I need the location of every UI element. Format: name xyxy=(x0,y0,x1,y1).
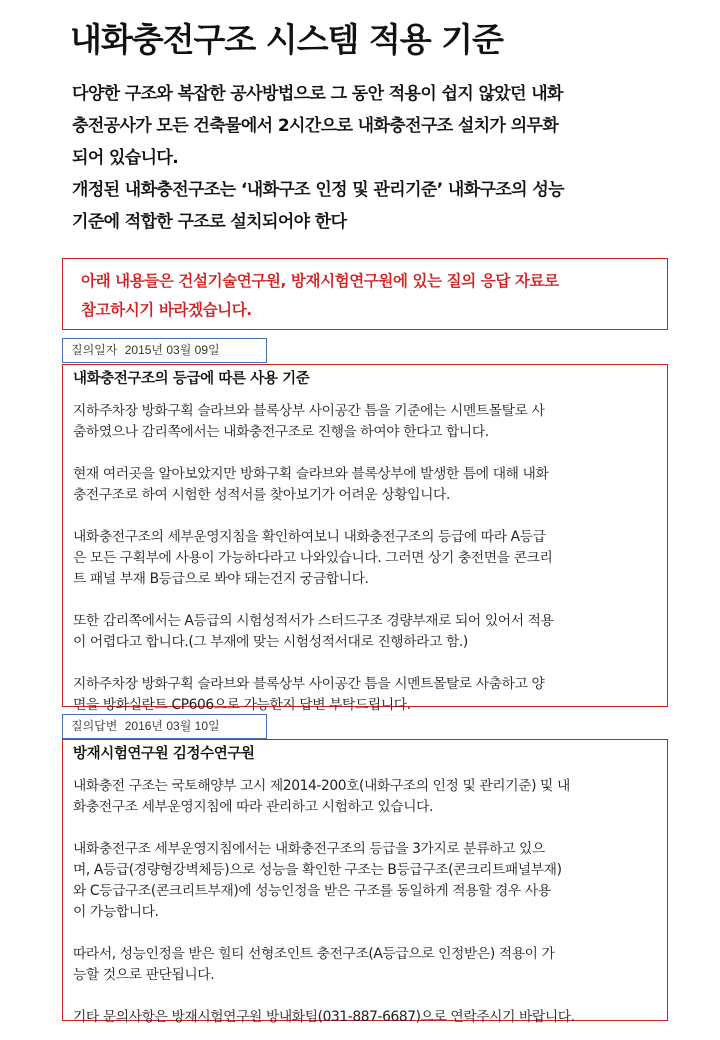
body-line: 지하주차장 방화구획 슬라브와 블록상부 사이공간 틈을 기준에는 시멘트몰탈로 사 xyxy=(73,403,545,419)
question-heading: 내화충전구조의 등급에 따른 사용 기준 xyxy=(73,371,310,387)
body-line: 기타 문의사항은 방재시험연구원 방내화팀(031-887-6687)으로 연락주시기 바랍니다. xyxy=(73,1009,575,1025)
answer-date-year: 2016년 xyxy=(124,719,164,733)
body-line: 화충전구조 세부운영지침에 따라 관리하고 시험하고 있습니다. xyxy=(73,799,434,815)
body-line: 춤하였으나 감리쪽에서는 내화충전구조로 진행을 하여야 한다고 합니다. xyxy=(73,424,489,440)
body-line: 또한 감리쪽에서는 A등급의 시험성적서가 스터드구조 경량부재로 되어 있어서 적용 xyxy=(73,613,554,629)
body-paragraph xyxy=(73,776,659,818)
notice-box xyxy=(62,258,668,330)
body-paragraph xyxy=(73,464,659,506)
body-paragraph xyxy=(73,944,659,986)
body-line: 내화충전구조 세부운영지침에서는 내화충전구조의 등급을 3가지로 분류하고 있으 xyxy=(73,841,545,857)
body-line: 내화충전 구조는 국토해양부 고시 제2014-200호(내화구조의 인정 및 관리기준) 및 내 xyxy=(73,778,570,794)
answer-date-day: 10일 xyxy=(194,719,220,733)
body-line: 은 모든 구획부에 사용이 가능하다라고 나와있습니다. 그러면 상기 충전면을 콘크리 xyxy=(73,550,553,566)
body-paragraph xyxy=(73,839,659,923)
notice-line: 아래 내용들은 건설기술연구원, 방재시험연구원에 있는 질의 응답 자료로 xyxy=(81,272,559,290)
body-line: 충전구조로 하여 시험한 성적서를 찾아보기가 어려운 상황입니다. xyxy=(73,487,450,503)
answer-card xyxy=(62,739,668,1025)
answer-date-month: 03월 xyxy=(166,719,192,733)
question-label: 질의일자 xyxy=(71,343,118,357)
question-date-label xyxy=(62,338,267,363)
body-paragraph xyxy=(73,611,659,653)
question-date-month: 03월 xyxy=(166,343,192,357)
intro-line: 되어 있습니다. xyxy=(72,148,179,168)
intro-line: 다양한 구조와 복잡한 공사방법으로 그 동안 적용이 쉽지 않았던 내화 xyxy=(72,84,563,104)
body-line: 이 가능합니다. xyxy=(73,904,159,920)
answer-heading: 방재시험연구원 김정수연구원 xyxy=(73,746,255,762)
body-line: 이 어렵다고 합니다.(그 부재에 맞는 시험성적서대로 진행하라고 함.) xyxy=(73,634,468,650)
body-line: 능할 것으로 판단됩니다. xyxy=(73,967,215,983)
intro-line: 충전공사가 모든 건축물에서 2시간으로 내화충전구조 설치가 의무화 xyxy=(72,116,559,136)
answer-date-label xyxy=(62,714,267,739)
body-paragraph xyxy=(73,1007,659,1028)
answer-label: 질의답변 xyxy=(71,719,118,733)
answer-body xyxy=(73,776,659,1028)
body-line: 지하주차장 방화구획 슬라브와 블록상부 사이공간 틈을 시멘트몰탈로 사춤하고 양 xyxy=(73,676,545,692)
body-paragraph xyxy=(73,401,659,443)
body-line: 면을 방화실란트 CP606으로 가능한지 답변 부탁드립니다. xyxy=(73,697,411,713)
body-line: 현재 여러곳을 알아보았지만 방화구획 슬라브와 블록상부에 발생한 틈에 대해 내화 xyxy=(73,466,549,482)
body-line: 따라서, 성능인정을 받은 힐티 선형조인트 충전구조(A등급으로 인정받은) 적용이 가 xyxy=(73,946,555,962)
question-card xyxy=(62,364,668,713)
body-paragraph xyxy=(73,527,659,590)
body-paragraph xyxy=(73,674,659,716)
intro-line: 개정된 내화충전구조는 ‘내화구조 인정 및 관리기준’ 내화구조의 성능 xyxy=(72,180,564,200)
page-title: 내화충전구조 시스템 적용 기준 xyxy=(70,20,503,59)
question-body xyxy=(73,401,659,716)
body-line: 트 패널 부재 B등급으로 봐야 돼는건지 궁금합니다. xyxy=(73,571,369,587)
body-line: 내화충전구조의 세부운영지침을 확인하여보니 내화충전구조의 등급에 따라 A등급 xyxy=(73,529,546,545)
notice-line: 참고하시기 바라겠습니다. xyxy=(81,301,252,319)
question-date-day: 09일 xyxy=(194,343,220,357)
intro-line: 기준에 적합한 구조로 설치되어야 한다 xyxy=(72,212,347,232)
body-line: 며, A등급(경량형강벽체등)으로 성능을 확인한 구조는 B등급구조(콘크리트패널부재) xyxy=(73,862,562,878)
question-date-year: 2015년 xyxy=(124,343,164,357)
intro-text xyxy=(72,78,692,238)
body-line: 와 C등급구조(콘크리트부재)에 성능인정을 받은 구조를 동일하게 적용할 경우 사용 xyxy=(73,883,551,899)
